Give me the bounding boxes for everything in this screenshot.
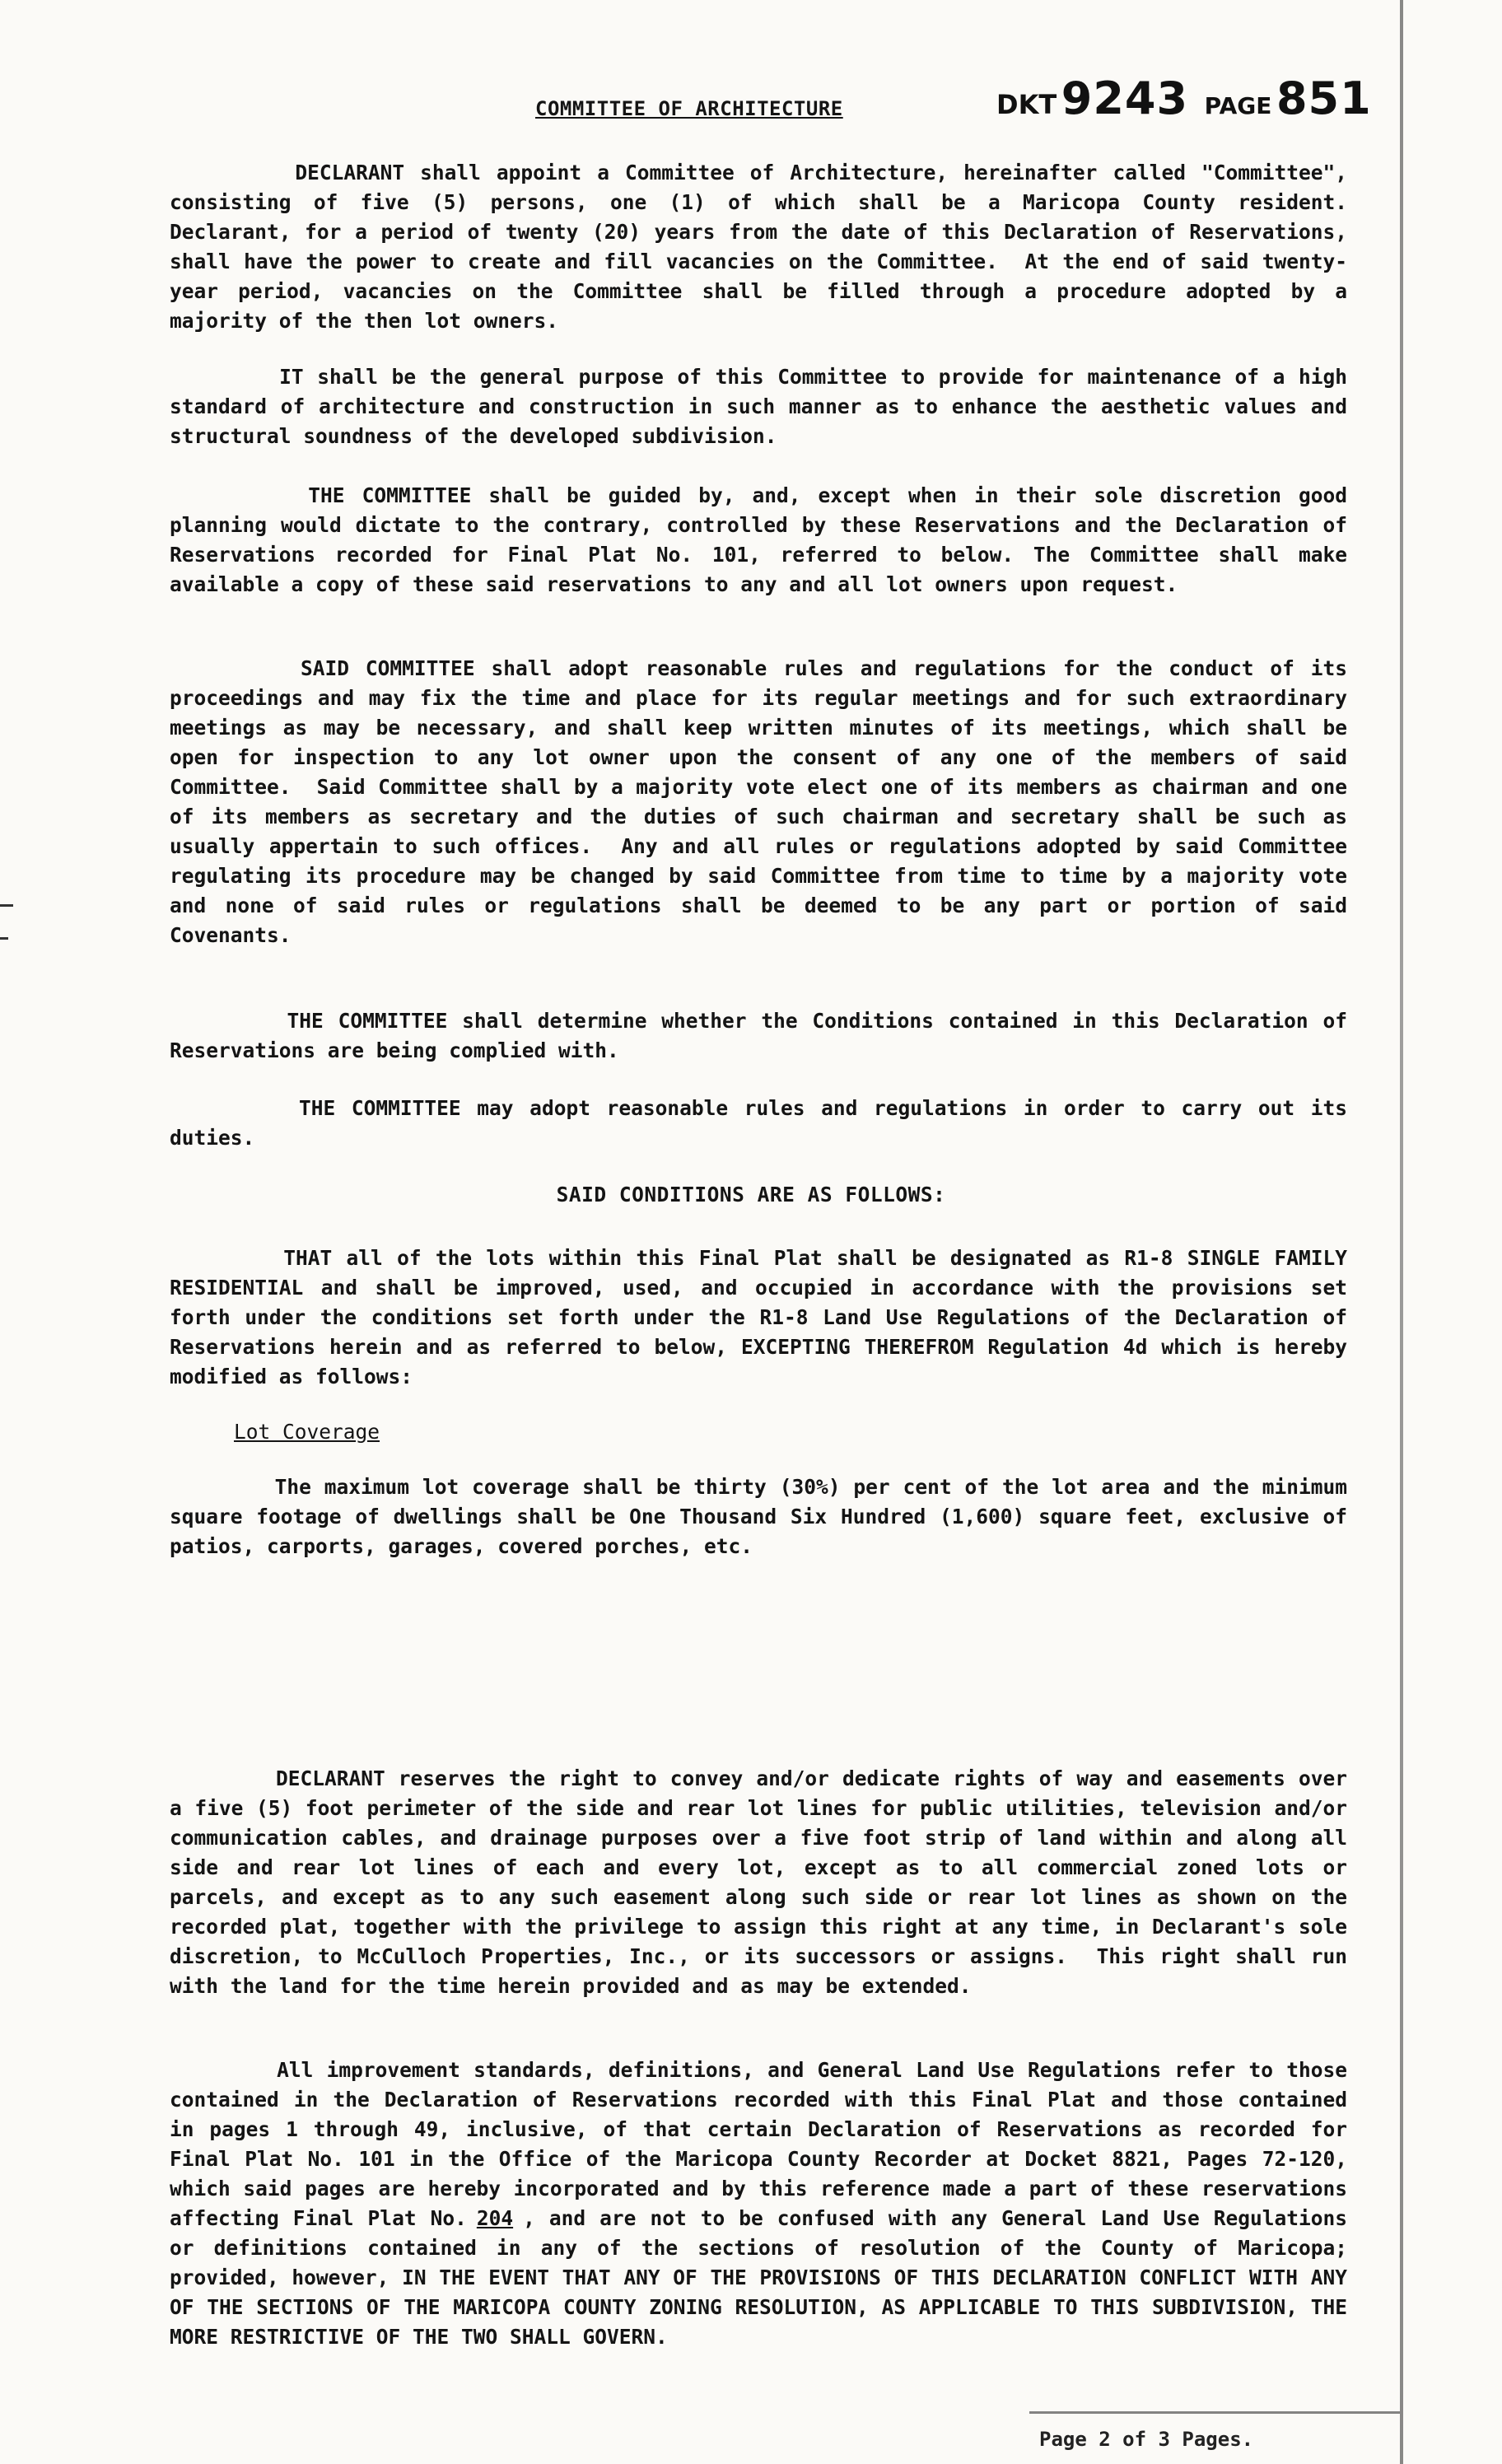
- margin-mark: [0, 904, 13, 907]
- lot-coverage-heading: Lot Coverage: [234, 1420, 380, 1444]
- paragraph-rules-regulations: SAID COMMITTEE shall adopt reasonable rules and regulations for the conduct of its proceedings and may fix the time and place for its regular meetings and for such extraordinary meetings as may be necessary, and shall keep written minutes of its meetings, which shall be open for inspection to any lot owner upon the consent of any one of the members of said Committee. Said Committee shall by a majority vote elect one of its members as chairman and one of its members as secretary and the duties of such chairman and secretary shall be such as usually appertain to such offices. Any and all rules or regulations adopted by said Committee regulating its procedure may be changed by said Committee from time to time by a majority vote and none of said rules or regulations shall be deemed to be any part or portion of said Covenants.: [170, 656, 1360, 947]
- conditions-heading: SAID CONDITIONS ARE AS FOLLOWS:: [556, 1183, 946, 1206]
- paragraph-improvement-standards: [170, 2056, 1360, 2352]
- standards-text-after: , and are not to be confused with any General Land Use Regulations or definitions contained in any of the sections of resolution of the County of Maricopa; provided, however, IN THE EVENT THAT ANY OF THE PROVISIONS OF THIS DECLARATION CONFLICT WITH ANY OF THE SECTIONS OF THE MARICOPA COUNTY ZONING RESOLUTION, AS APPLICABLE TO THIS SUBDIVISION, THE MORE RESTRICTIVE OF THE TWO SHALL GOVERN.: [170, 2206, 1360, 2349]
- paragraph-conditions: THAT all of the lots within this Final Plat shall be designated as R1-8 SINGLE FAMILY RESIDENTIAL and shall be improved, used, and occupied in accordance with the provisions set forth under the conditions set forth under the R1-8 Land Use Regulations of the Declaration of Reservations herein and as referred to below, EXCEPTING THEREFROM Regulation 4d which is hereby modified as follows:: [170, 1246, 1360, 1388]
- section-title: COMMITTEE OF ARCHITECTURE: [535, 97, 843, 120]
- docket-prefix: DKT: [996, 89, 1057, 120]
- paragraph-easements: DECLARANT reserves the right to convey and/or dedicate rights of way and easements over a five (5) foot perimeter of the side and rear lot lines for public utilities, television and/or communication cables, and drainage purposes over a five foot strip of land within and along all side and rear lot lines of each and every lot, except as to all commercial zoned lots or parcels, and except as to any such easement along such side or rear lot lines as shown on the recorded plat, together with the privilege to assign this right at any time, in Declarant's sole discretion, to McCulloch Properties, Inc., or its successors or assigns. This right shall run with the land for the time herein provided and as may be extended.: [170, 1766, 1360, 1998]
- page-number: 851: [1276, 72, 1372, 124]
- page-prefix: PAGE: [1204, 92, 1272, 119]
- scan-edge-line: [1400, 0, 1403, 2464]
- footer-rule: [1029, 2411, 1400, 2414]
- paragraph-duties: THE COMMITTEE may adopt reasonable rules and regulations in order to carry out its duties.: [170, 1096, 1360, 1150]
- paragraph-committee-guidance: THE COMMITTEE shall be guided by, and, except when in their sole discretion good planning would dictate to the contrary, controlled by these Reservations and the Declaration of Reservations recorded for Final Plat No. 101, referred to below. The Committee shall make available a copy of these said reservations to any and all lot owners upon request.: [170, 483, 1360, 596]
- paragraph-committee-appointment: DECLARANT shall appoint a Committee of Architecture, hereinafter called "Committee", consisting of five (5) persons, one (1) of which shall be a Maricopa County resident. Declarant, for a period of twenty (20) years from the date of this Declaration of Reservations, shall have the power to create and fill vacancies on the Committee. At the end of said twenty-year period, vacancies on the Committee shall be filled through a procedure adopted by a majority of the then lot owners.: [170, 161, 1372, 333]
- paragraph-general-purpose: IT shall be the general purpose of this Committee to provide for maintenance of a high standard of architecture and construction in such manner as to enhance the aesthetic values and structural soundness of the developed subdivision.: [170, 365, 1360, 448]
- paragraph-lot-coverage: The maximum lot coverage shall be thirty (30%) per cent of the lot area and the minimum square footage of dwellings shall be One Thousand Six Hundred (1,600) square feet, exclusive of patios, carports, garages, covered porches, etc.: [170, 1475, 1360, 1558]
- standards-text-before: All improvement standards, definitions, and General Land Use Regulations refer to those contained in the Declaration of Reservations recorded with this Final Plat and those contained in pages 1 through 49, inclusive, of that certain Declaration of Reservations as recorded for Final Plat No. 101 in the Office of the Maricopa County Recorder at Docket 8821, Pages 72-120, which said pages are hereby incorporated and by this reference made a part of these reservations affecting Final Plat No.: [170, 2058, 1360, 2230]
- docket-stamp: [996, 72, 1372, 124]
- page-footer: Page 2 of 3 Pages.: [1039, 2428, 1254, 2451]
- paragraph-compliance: THE COMMITTEE shall determine whether the Conditions contained in this Declaration of Reservations are being complied with.: [170, 1009, 1360, 1062]
- margin-mark: [0, 937, 8, 940]
- docket-number: 9243: [1061, 72, 1189, 124]
- final-plat-number: 204: [476, 2206, 514, 2230]
